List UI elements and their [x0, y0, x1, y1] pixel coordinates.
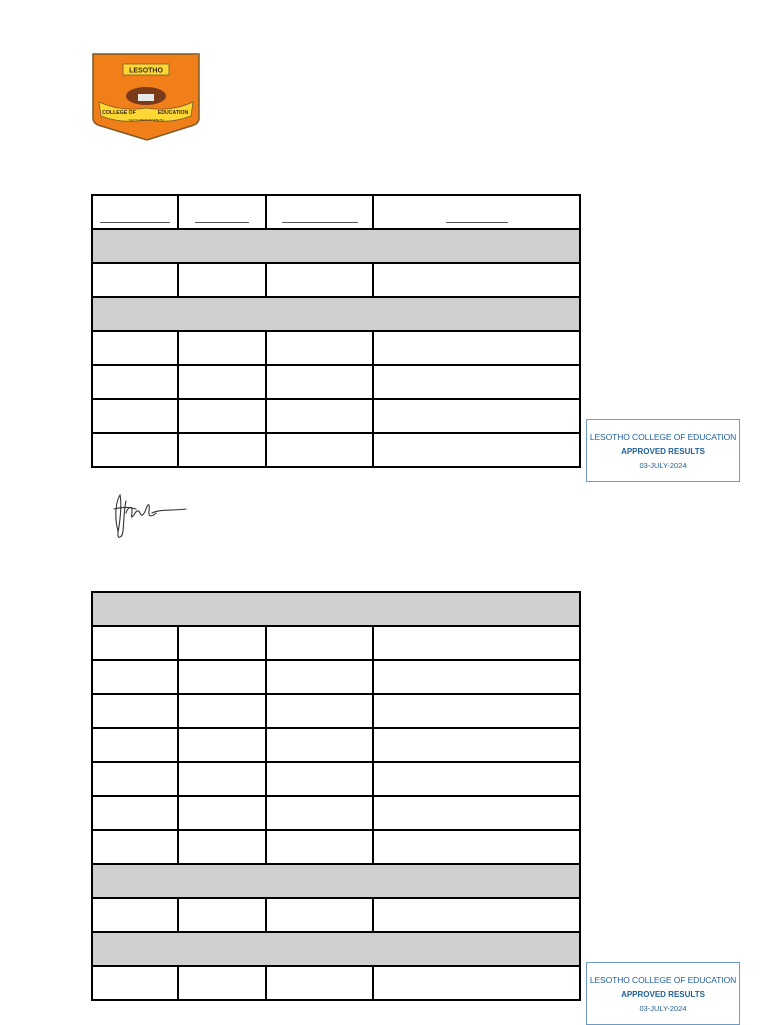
table-row — [92, 830, 580, 864]
section-band — [92, 297, 580, 331]
logo-right-text: EDUCATION — [157, 110, 189, 116]
table-cell — [92, 660, 178, 694]
header-cell — [373, 195, 580, 229]
table-cell — [266, 830, 373, 864]
table-cell — [92, 898, 178, 932]
table-cell — [373, 694, 580, 728]
table-row — [92, 728, 580, 762]
table-cell — [373, 898, 580, 932]
table-cell — [92, 796, 178, 830]
table-cell — [373, 966, 580, 1000]
table-row — [92, 660, 580, 694]
stamp-date: 03-JULY-2024 — [639, 1004, 687, 1013]
stamp-status: APPROVED RESULTS — [621, 990, 705, 999]
stamp-institution: LESOTHO COLLEGE OF EDUCATION — [589, 432, 737, 442]
logo-motto: THUTO EBILE MOSEBETSI — [128, 118, 164, 122]
table-cell — [178, 626, 266, 660]
table-cell — [92, 626, 178, 660]
table-cell — [92, 694, 178, 728]
table-cell — [266, 365, 373, 399]
table-cell — [266, 728, 373, 762]
table-cell — [92, 331, 178, 365]
table-cell — [178, 365, 266, 399]
header-cell — [92, 195, 178, 229]
table-cell — [373, 399, 580, 433]
table-row — [92, 365, 580, 399]
table-cell — [266, 263, 373, 297]
table-cell — [178, 694, 266, 728]
table-header-row — [92, 195, 580, 229]
table-cell — [178, 263, 266, 297]
table-cell — [266, 626, 373, 660]
table-row — [92, 399, 580, 433]
approved-results-stamp — [586, 962, 740, 1025]
college-logo — [91, 50, 201, 142]
table-cell — [266, 796, 373, 830]
table-cell — [373, 728, 580, 762]
table-cell — [92, 728, 178, 762]
table-cell — [373, 660, 580, 694]
table-row — [92, 263, 580, 297]
table-cell — [92, 399, 178, 433]
table-cell — [373, 796, 580, 830]
table-cell — [266, 331, 373, 365]
signature — [108, 487, 188, 543]
logo-top-text: LESOTHO — [129, 67, 163, 75]
table-row — [92, 433, 580, 467]
table-cell — [178, 762, 266, 796]
table-row — [92, 898, 580, 932]
table-cell — [373, 830, 580, 864]
table-cell — [178, 966, 266, 1000]
section-band-row — [92, 592, 580, 626]
table-cell — [266, 898, 373, 932]
table-cell — [266, 762, 373, 796]
stamp-institution: LESOTHO COLLEGE OF EDUCATION — [589, 975, 737, 985]
table-row — [92, 966, 580, 1000]
table-cell — [92, 762, 178, 796]
table-cell — [266, 694, 373, 728]
table-cell — [178, 830, 266, 864]
stamp-status: APPROVED RESULTS — [621, 447, 705, 456]
section-band-row — [92, 864, 580, 898]
section-band — [92, 592, 580, 626]
table-cell — [266, 660, 373, 694]
table-cell — [373, 263, 580, 297]
table-cell — [92, 263, 178, 297]
section-band — [92, 932, 580, 966]
logo-left-text: COLLEGE OF — [102, 110, 136, 116]
header-cell — [178, 195, 266, 229]
table-cell — [178, 399, 266, 433]
table-row — [92, 762, 580, 796]
table-row — [92, 626, 580, 660]
table-cell — [178, 660, 266, 694]
table-cell — [92, 433, 178, 467]
table-cell — [178, 331, 266, 365]
table-cell — [266, 433, 373, 467]
stamp-date: 03-JULY-2024 — [639, 461, 687, 470]
table-cell — [373, 365, 580, 399]
section-band-row — [92, 932, 580, 966]
table-cell — [178, 796, 266, 830]
header-cell — [266, 195, 373, 229]
table-row — [92, 796, 580, 830]
table-cell — [92, 966, 178, 1000]
table-row — [92, 694, 580, 728]
table-cell — [178, 433, 266, 467]
table-cell — [92, 365, 178, 399]
approved-results-stamp — [586, 419, 740, 482]
table-cell — [178, 898, 266, 932]
section-band — [92, 229, 580, 263]
section-band — [92, 864, 580, 898]
table-row — [92, 331, 580, 365]
results-table-2 — [91, 591, 581, 1001]
table-cell — [373, 331, 580, 365]
table-cell — [266, 399, 373, 433]
section-band-row — [92, 297, 580, 331]
table-cell — [373, 433, 580, 467]
table-cell — [92, 830, 178, 864]
section-band-row — [92, 229, 580, 263]
table-cell — [373, 626, 580, 660]
table-cell — [178, 728, 266, 762]
table-cell — [373, 762, 580, 796]
results-table-1 — [91, 194, 581, 468]
table-cell — [266, 966, 373, 1000]
